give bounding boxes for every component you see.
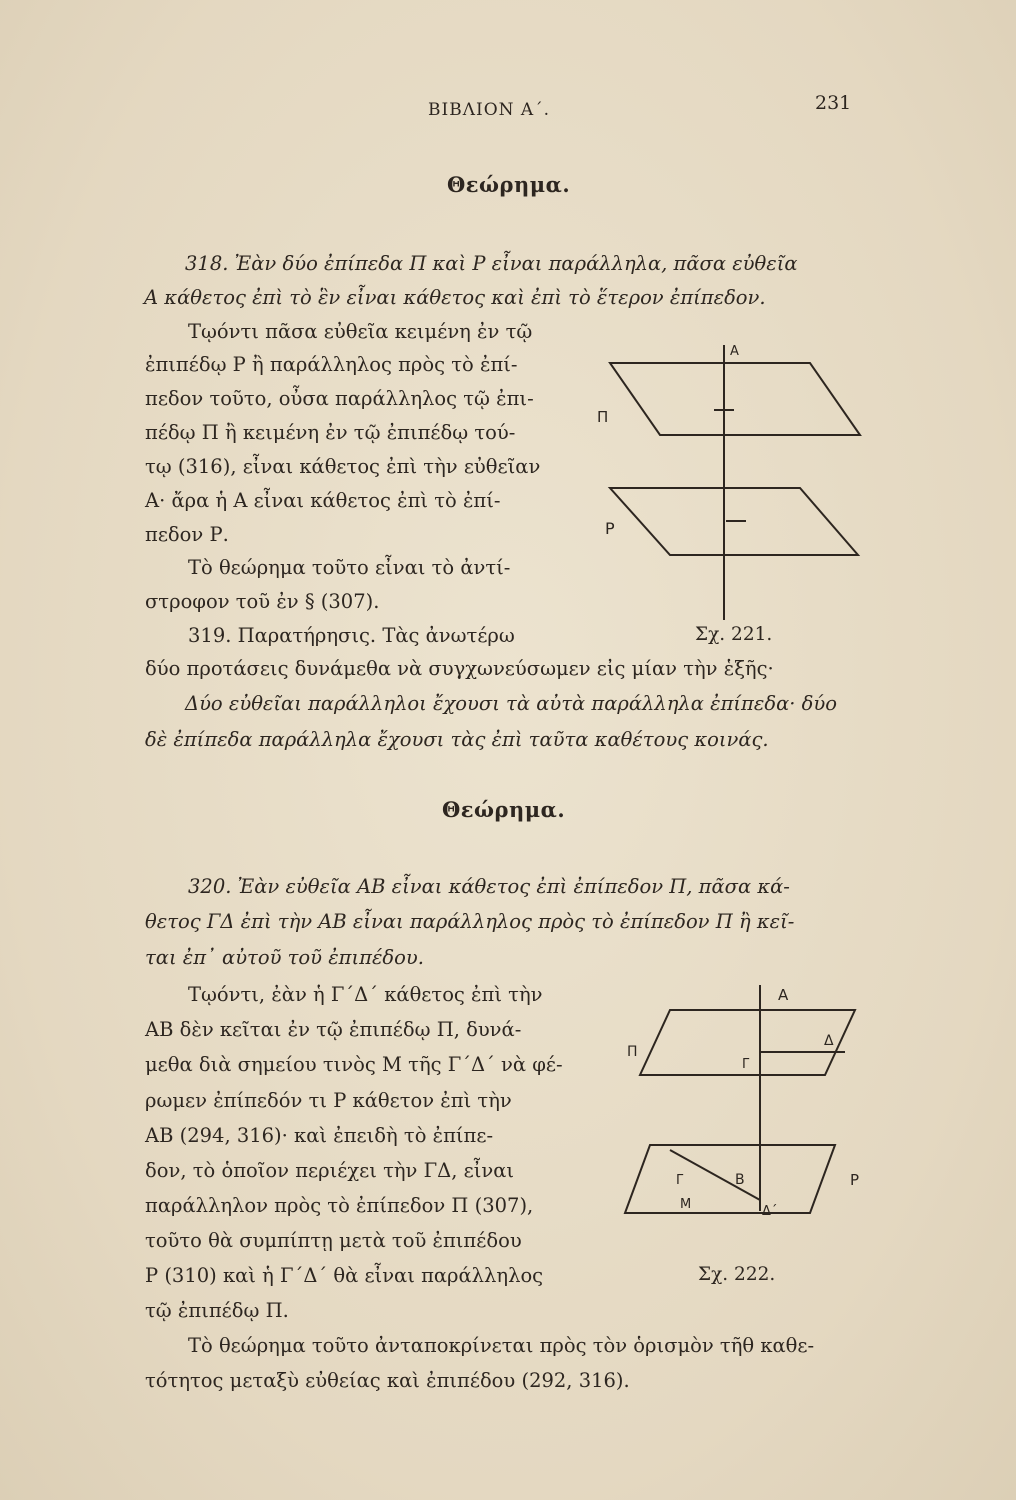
text-line: πεδον τοῦτο, οὖσα παράλληλος τῷ ἐπι- [145, 387, 534, 410]
theorem-heading-1: Θεώρημα. [447, 172, 571, 197]
text-line: στροφον τοῦ ἐν § (307). [145, 590, 380, 613]
text-line: τῷ ἐπιπέδῳ Π. [145, 1299, 289, 1322]
figure-221 [590, 330, 880, 620]
label-a: A [778, 986, 789, 1004]
running-header: ΒΙΒΛΙΟΝ Α΄. [428, 100, 551, 120]
text-line: Α κάθετος ἐπὶ τὸ ἓν εἶναι κάθετος καὶ ἐπὶ τὸ ἕτερον ἐπίπεδον. [144, 286, 766, 309]
figure-caption-222: Σχ. 222. [698, 1264, 776, 1285]
label-pi: Π [627, 1044, 638, 1060]
text-line: ΑΒ δὲν κεῖται ἐν τῷ ἐπιπέδῳ Π, δυνά- [145, 1018, 522, 1041]
text-line: Τῳόντι πᾶσα εὐθεῖα κειμένη ἐν τῷ [188, 320, 533, 343]
label-delta-prime: Δ΄ [762, 1204, 778, 1219]
text-line: δύο προτάσεις δυνάμεθα νὰ συγχωνεύσωμεν εἰς μίαν τὴν ἑξῆς· [145, 657, 774, 680]
text-line: δον, τὸ ὁποῖον περιέχει τὴν ΓΔ, εἶναι [145, 1159, 515, 1182]
page-number: 231 [815, 92, 852, 114]
label-m: M [680, 1197, 692, 1212]
label-gamma: Γ [742, 1057, 750, 1072]
text-line: 320. Ἐὰν εὐθεῖα ΑΒ εἶναι κάθετος ἐπὶ ἐπίπεδον Π, πᾶσα κά- [188, 875, 790, 898]
text-line: πέδῳ Π ἢ κειμένη ἐν τῷ ἐπιπέδῳ τού- [145, 421, 516, 444]
text-line: 319. Παρατήρησις. Τὰς ἀνωτέρω [188, 624, 515, 647]
text-line: ΑΒ (294, 316)· καὶ ἐπειδὴ τὸ ἐπίπε- [145, 1124, 494, 1147]
text-line: Α· ἄρα ἡ Α εἶναι κάθετος ἐπὶ τὸ ἐπί- [145, 489, 501, 512]
label-p: P [850, 1171, 860, 1189]
text-line: Ρ (310) καὶ ἡ Γ΄Δ΄ θὰ εἶναι παράλληλος [145, 1264, 544, 1287]
text-line: Τῳόντι, ἐὰν ἡ Γ΄Δ΄ κάθετος ἐπὶ τὴν [188, 983, 543, 1006]
text-line: ται ἐπ᾽ αὐτοῦ τοῦ ἐπιπέδου. [145, 946, 424, 969]
label-a: Α [730, 344, 739, 359]
figure-caption-221: Σχ. 221. [695, 624, 773, 645]
text-line: Δύο εὐθεῖαι παράλληλοι ἔχουσι τὰ αὐτὰ παράλληλα ἐπίπεδα· δύο [185, 692, 837, 715]
lower-plane-shape [625, 1145, 835, 1213]
text-line: τῳ (316), εἶναι κάθετος ἐπὶ τὴν εὐθεῖαν [145, 455, 541, 478]
text-line: θετος ΓΔ ἐπὶ τὴν ΑΒ εἶναι παράλληλος πρὸς τὸ ἐπίπεδον Π ἢ κεῖ- [145, 910, 795, 933]
text-line: τοῦτο θὰ συμπίπτῃ μετὰ τοῦ ἐπιπέδου [145, 1229, 522, 1252]
theorem-heading-2: Θεώρημα. [442, 797, 566, 822]
text-line: ἐπιπέδῳ Ρ ἢ παράλληλος πρὸς τὸ ἐπί- [145, 353, 518, 376]
text-line: Τὸ θεώρημα τοῦτο εἶναι τὸ ἀντί- [188, 556, 511, 579]
figure-222 [610, 975, 880, 1225]
text-line: πεδον Ρ. [145, 523, 229, 546]
line-gamma-delta-prime [670, 1150, 760, 1200]
text-line: Τὸ θεώρημα τοῦτο ἀνταποκρίνεται πρὸς τὸν ὁρισμὸν τῆθ καθε- [188, 1334, 815, 1357]
label-gamma-prime: Γ [676, 1173, 684, 1188]
text-line: δὲ ἐπίπεδα παράλληλα ἔχουσι τὰς ἐπὶ ταῦτα καθέτους κοινάς. [145, 728, 769, 751]
text-line: παράλληλον πρὸς τὸ ἐπίπεδον Π (307), [145, 1194, 534, 1217]
label-pi: Π [597, 408, 609, 426]
label-b: B [735, 1172, 745, 1188]
upper-plane-shape [610, 363, 860, 435]
label-delta: Δ [824, 1033, 834, 1049]
text-line: 318. Ἐὰν δύο ἐπίπεδα Π καὶ Ρ εἶναι παράλληλα, πᾶσα εὐθεῖα [185, 252, 798, 275]
text-line: μεθα διὰ σημείου τινὸς Μ τῆς Γ΄Δ΄ νὰ φέ- [145, 1053, 563, 1076]
text-line: τότητος μεταξὺ εὐθείας καὶ ἐπιπέδου (292, 316). [145, 1369, 630, 1392]
label-rho: Ρ [605, 519, 615, 538]
text-line: ρωμεν ἐπίπεδόν τι Ρ κάθετον ἐπὶ τὴν [145, 1089, 512, 1112]
